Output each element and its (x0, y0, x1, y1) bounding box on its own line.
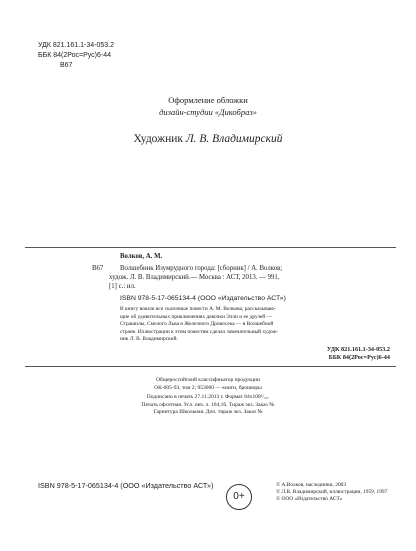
card-title-line-1: Волшебник Изумрудного города: [сборник] / А. Волков; (120, 265, 283, 272)
card-description (120, 306, 395, 344)
artist-name: Л. В. Владимирский (185, 133, 283, 145)
description-line: стране. Иллюстрации к этим повестям сделал замечательный худож- (120, 328, 279, 335)
description-line: В книгу вошли все сказочные повести А. М. Волкова, рассказываю- (120, 306, 276, 312)
copyright-block (276, 482, 387, 504)
udk-code: УДК 821.161.1-34-053.2 (38, 42, 115, 49)
divider-top (25, 247, 396, 248)
imprint-line: Гарнитура Школьная. Доп. тираж экз. Заказ № (153, 409, 263, 415)
description-line: щие об удивительных приключениях девочки Элли и ее друзей — (120, 313, 272, 320)
imprint-line: Общероссийский классификатор продукции (156, 377, 260, 383)
age-rating-badge: 0+ (226, 484, 252, 510)
cover-design-label: Оформление обложки (168, 95, 248, 105)
imprint-block (0, 377, 416, 417)
card-udk: УДК 821.161.1-34-053.2 (326, 346, 390, 353)
bbk-code: ББК 84(2Рос=Рус)6-44 (38, 52, 111, 59)
bottom-isbn: ISBN 978-5-17-065134-4 (ООО «Издательство АСТ») (38, 481, 214, 490)
description-line: ник Л. В. Владимирский. (120, 336, 178, 343)
card-author: Волков, А. М. (120, 253, 163, 260)
card-author-mark: В67 (92, 265, 104, 272)
copyright-line: © А.Волков, наследники, 2003 (276, 482, 347, 488)
card-title-line-3: [1] с.: ил. (109, 283, 136, 290)
divider-bottom (25, 366, 396, 367)
cover-design-studio: дизайн-студии «Дикобраз» (159, 107, 257, 117)
card-bbk: ББК 84(2Рос=Рус)6-44 (328, 354, 390, 361)
imprint-line: Печать офсетная. Усл. печ. л. 104,16. Тираж экз. Заказ № (141, 401, 275, 408)
imprint-line: Подписано в печать 27.11.2013 г. Формат 84х108¹/₃₂. (146, 394, 270, 400)
copyright-line: © ООО «Издательство АСТ» (276, 496, 343, 503)
description-line: Страшилы, Смелого Льва и Железного Дровосека — в Волшебной (120, 321, 274, 328)
artist-credit (0, 133, 416, 145)
imprint-line: ОК-005-93, том 2; 953000 — книги, брошюры (154, 384, 262, 391)
card-title-line-2: худож. Л. В. Владимирский.— Москва : АСТ, 2013. — 991, (109, 274, 280, 281)
copyright-line: © Л.В. Владимирский, иллюстрации, 1959, 1997 (276, 489, 388, 496)
card-isbn: ISBN 978-5-17-065134-4 (ООО «Издательство АСТ») (120, 295, 286, 302)
artist-label: Художник (133, 133, 183, 145)
author-mark: В67 (60, 62, 73, 69)
